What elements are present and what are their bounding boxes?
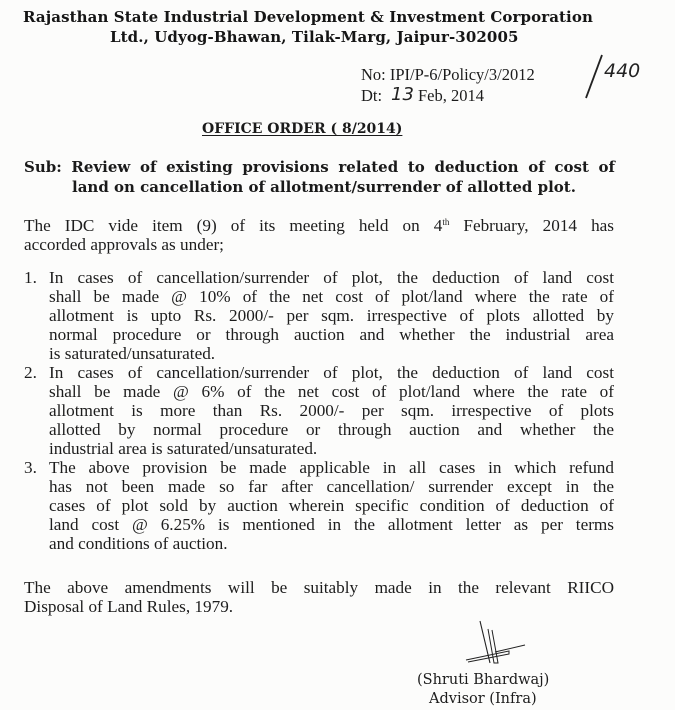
list-item-number: 2.: [24, 363, 37, 382]
handwritten-reference-number: 440: [604, 60, 641, 82]
list-item: 1. In cases of cancellation/surrender of plot, the deduction of land cost shall be made @ 10% of the net cost of plot/land where the rate of allotment is upto Rs. 2000/- per sqm. irrespective of plots allotted by normal procedure or through auction and whether the industrial area is saturated/unsaturated.: [24, 268, 614, 363]
signature-mark: [465, 618, 545, 668]
handwritten-date-day: 13: [391, 84, 414, 105]
list-item-number: 1.: [24, 268, 37, 287]
list-item: 3. The above provision be made applicable in all cases in which refund has not been made so far after cancellation/ surrender except in the cases of plot sold by auction wherein specific condition of deduction of land cost @ 6.25% is mentioned in the allotment letter as per terms and conditions of auction.: [24, 458, 614, 553]
intro-line-1: The IDC vide item (9) of its meeting held on 4th February, 2014 has: [24, 216, 614, 235]
ordinal-suffix: th: [442, 217, 450, 227]
letterhead-line-2: Ltd., Udyog-Bhawan, Tilak-Marg, Jaipur-302005: [110, 28, 519, 46]
provisions-list: [24, 268, 614, 553]
list-item-number: 3.: [24, 458, 37, 477]
closing-line-2: Disposal of Land Rules, 1979.: [24, 597, 234, 616]
subject-line-1: Sub: Review of existing provisions related to deduction of cost of: [24, 158, 615, 176]
date-rest: Feb, 2014: [418, 86, 484, 105]
signatory-name: (Shruti Bhardwaj): [417, 672, 550, 688]
subject-line-2: land on cancellation of allotment/surrender of allotted plot.: [72, 178, 576, 196]
intro-line-2: accorded approvals as under;: [24, 235, 224, 254]
reference-number: No: IPI/P-6/Policy/3/2012: [361, 65, 535, 84]
document-title: OFFICE ORDER ( 8/2014): [202, 121, 403, 137]
signatory-designation: Advisor (Infra): [429, 691, 537, 707]
intro-paragraph: [24, 216, 614, 254]
closing-paragraph: [24, 578, 614, 616]
letterhead-line-1: Rajasthan State Industrial Development & Investment Corporation: [23, 8, 593, 26]
closing-line-1: The above amendments will be suitably made in the relevant RIICO: [24, 578, 614, 597]
list-item: 2. In cases of cancellation/surrender of plot, the deduction of land cost shall be made @ 6% of the net cost of plot/land where the rate of allotment is more than Rs. 2000/- per sqm. irrespective of plots allotted by normal procedure or through auction and whether the industrial area is saturated/unsaturated.: [24, 363, 614, 458]
date-prefix: Dt:: [361, 86, 383, 105]
